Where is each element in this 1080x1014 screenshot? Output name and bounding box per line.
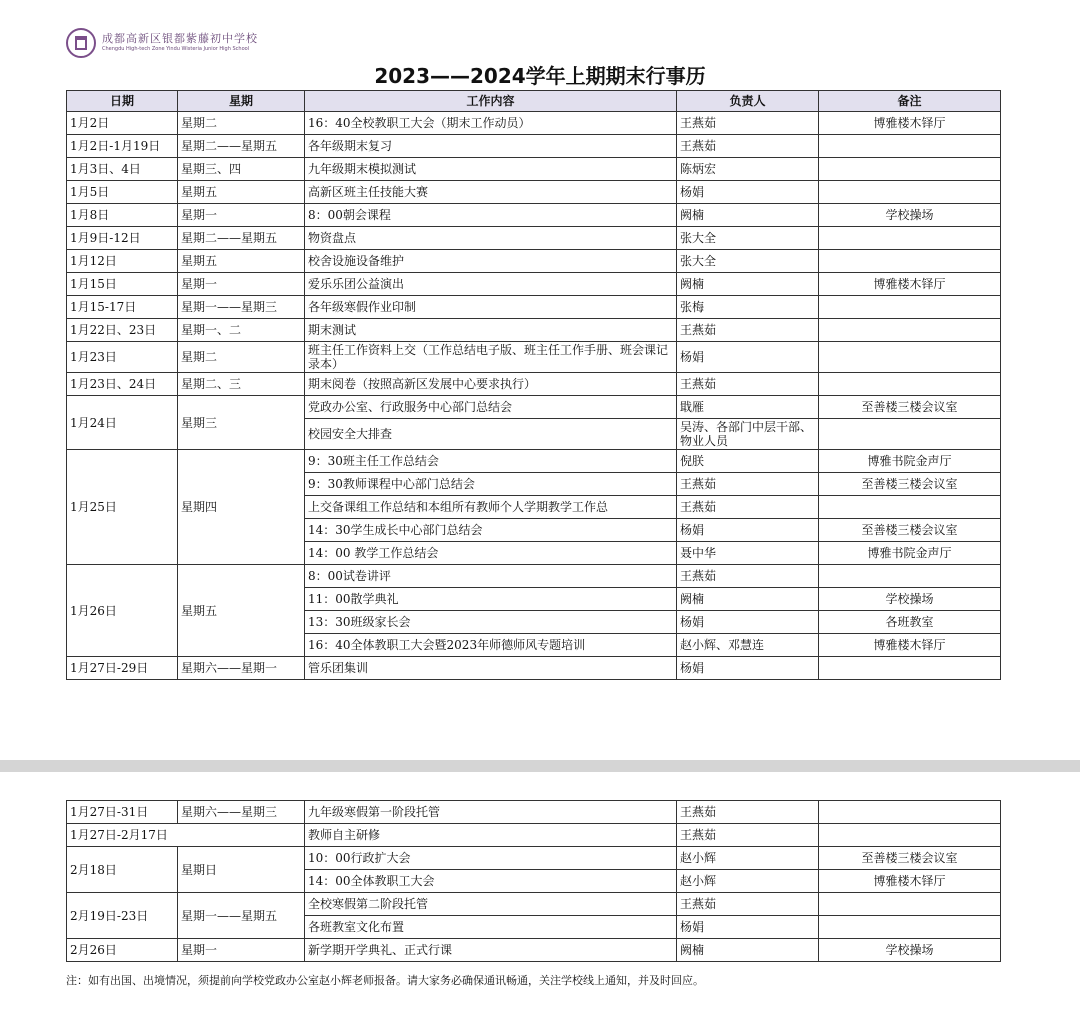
cell-owner: 杨娟: [677, 916, 819, 939]
cell-note: [819, 916, 1001, 939]
cell-owner: 王燕茹: [677, 893, 819, 916]
cell-owner: 赵小辉、邓慧连: [677, 634, 819, 657]
cell-note: [819, 496, 1001, 519]
cell-weekday: 星期六——星期三: [178, 801, 305, 824]
cell-date: 1月27日-31日: [67, 801, 178, 824]
cell-content: 全校寒假第二阶段托管: [305, 893, 677, 916]
table-row: [67, 181, 1001, 204]
cell-note: [819, 158, 1001, 181]
cell-owner: 阙楠: [677, 273, 819, 296]
cell-owner: 王燕茹: [677, 473, 819, 496]
cell-content: 校舍设施设备维护: [305, 250, 677, 273]
cell-note: 博雅楼木铎厅: [819, 634, 1001, 657]
table-row: [67, 373, 1001, 396]
cell-content: 校园安全大排查: [305, 419, 677, 450]
school-logo: [66, 28, 266, 60]
table-row: [67, 824, 1001, 847]
cell-date: 1月12日: [67, 250, 178, 273]
cell-date: 1月23日: [67, 342, 178, 373]
cell-content: 爱乐乐团公益演出: [305, 273, 677, 296]
cell-content: 9：30班主任工作总结会: [305, 450, 677, 473]
cell-content: 新学期开学典礼、正式行课: [305, 939, 677, 962]
cell-content: 教师自主研修: [305, 824, 677, 847]
cell-content: 各班教室文化布置: [305, 916, 677, 939]
cell-owner: 阙楠: [677, 588, 819, 611]
cell-note: 学校操场: [819, 204, 1001, 227]
cell-note: 至善楼三楼会议室: [819, 396, 1001, 419]
cell-note: 至善楼三楼会议室: [819, 847, 1001, 870]
table-row: [67, 204, 1001, 227]
cell-weekday: 星期日: [178, 847, 305, 893]
cell-date: 1月3日、4日: [67, 158, 178, 181]
cell-note: 博雅楼木铎厅: [819, 870, 1001, 893]
cell-weekday: 星期三、四: [178, 158, 305, 181]
table-row: [67, 847, 1001, 870]
cell-note: 博雅楼木铎厅: [819, 273, 1001, 296]
cell-note: [819, 227, 1001, 250]
cell-weekday: 星期二——星期五: [178, 227, 305, 250]
cell-owner: 赵小辉: [677, 870, 819, 893]
header-owner: 负责人: [677, 91, 819, 112]
cell-note: 至善楼三楼会议室: [819, 473, 1001, 496]
cell-content: 16：40全体教职工大会暨2023年师德师风专题培训: [305, 634, 677, 657]
cell-owner: 聂中华: [677, 542, 819, 565]
cell-date: 1月8日: [67, 204, 178, 227]
cell-owner: 杨娟: [677, 611, 819, 634]
cell-content: 九年级寒假第一阶段托管: [305, 801, 677, 824]
table-row: [67, 250, 1001, 273]
header-date: 日期: [67, 91, 178, 112]
cell-date: 1月27日-2月17日: [67, 824, 305, 847]
cell-content: 14：00 教学工作总结会: [305, 542, 677, 565]
cell-date: 1月2日: [67, 112, 178, 135]
cell-content: 期末测试: [305, 319, 677, 342]
cell-weekday: 星期二、三: [178, 373, 305, 396]
cell-owner: 王燕茹: [677, 373, 819, 396]
cell-date: 1月2日-1月19日: [67, 135, 178, 158]
cell-owner: 戢雁: [677, 396, 819, 419]
cell-owner: 阙楠: [677, 204, 819, 227]
cell-weekday: 星期一——星期三: [178, 296, 305, 319]
cell-weekday: 星期五: [178, 250, 305, 273]
cell-note: [819, 657, 1001, 680]
cell-owner: 阙楠: [677, 939, 819, 962]
cell-weekday: 星期一: [178, 273, 305, 296]
cell-date: 2月18日: [67, 847, 178, 893]
cell-owner: 王燕茹: [677, 801, 819, 824]
cell-content: 14：00全体教职工大会: [305, 870, 677, 893]
cell-date: 1月22日、23日: [67, 319, 178, 342]
table-row: [67, 227, 1001, 250]
cell-date: 1月15-17日: [67, 296, 178, 319]
cell-weekday: 星期一——星期五: [178, 893, 305, 939]
footnote: 注：如有出国、出境情况，须提前向学校党政办公室赵小辉老师报备。请大家务必确保通讯畅通，关注学校线上通知，并及时回应。: [66, 974, 704, 987]
cell-weekday: 星期六——星期一: [178, 657, 305, 680]
table-row: [67, 565, 1001, 588]
cell-date: 1月24日: [67, 396, 178, 450]
cell-owner: 吴涛、各部门中层干部、物业人员: [677, 419, 819, 450]
table-row: [67, 801, 1001, 824]
cell-note: [819, 373, 1001, 396]
cell-weekday: 星期五: [178, 181, 305, 204]
cell-content: 8：00试卷讲评: [305, 565, 677, 588]
cell-content: 班主任工作资料上交（工作总结电子版、班主任工作手册、班会课记录本）: [305, 342, 677, 373]
table-row: [67, 939, 1001, 962]
cell-note: 学校操场: [819, 939, 1001, 962]
table-row: [67, 342, 1001, 373]
cell-content: 10：00行政扩大会: [305, 847, 677, 870]
page-break-divider: [0, 760, 1080, 772]
cell-date: 1月15日: [67, 273, 178, 296]
table-row: [67, 657, 1001, 680]
cell-note: 至善楼三楼会议室: [819, 519, 1001, 542]
cell-content: 管乐团集训: [305, 657, 677, 680]
cell-weekday: 星期一: [178, 204, 305, 227]
cell-note: [819, 135, 1001, 158]
cell-owner: 张大全: [677, 250, 819, 273]
cell-content: 各年级期末复习: [305, 135, 677, 158]
cell-content: 期末阅卷（按照高新区发展中心要求执行）: [305, 373, 677, 396]
table-row: [67, 296, 1001, 319]
cell-content: 16：40全校教职工大会（期末工作动员）: [305, 112, 677, 135]
cell-owner: 杨娟: [677, 519, 819, 542]
cell-date: 1月26日: [67, 565, 178, 657]
cell-weekday: 星期二: [178, 342, 305, 373]
cell-note: 学校操场: [819, 588, 1001, 611]
cell-note: [819, 565, 1001, 588]
cell-note: [819, 181, 1001, 204]
table-row: [67, 893, 1001, 916]
calendar-table: [66, 90, 1001, 680]
header-content: 工作内容: [305, 91, 677, 112]
cell-note: [819, 893, 1001, 916]
cell-date: 2月26日: [67, 939, 178, 962]
table-header-row: [67, 91, 1001, 112]
cell-owner: 王燕茹: [677, 824, 819, 847]
cell-owner: 王燕茹: [677, 565, 819, 588]
cell-weekday: 星期一、二: [178, 319, 305, 342]
cell-content: 各年级寒假作业印制: [305, 296, 677, 319]
cell-owner: 杨娟: [677, 342, 819, 373]
table-row: [67, 158, 1001, 181]
table-row: [67, 396, 1001, 419]
school-seal-icon: [66, 28, 96, 58]
cell-note: [819, 342, 1001, 373]
cell-content: 党政办公室、行政服务中心部门总结会: [305, 396, 677, 419]
table-row: [67, 273, 1001, 296]
cell-date: 2月19日-23日: [67, 893, 178, 939]
cell-weekday: 星期一: [178, 939, 305, 962]
school-name-en: Chengdu High-tech Zone Yindu Wisteria Junior High School: [102, 46, 250, 52]
cell-note: [819, 296, 1001, 319]
table-row: [67, 450, 1001, 473]
cell-weekday: 星期四: [178, 450, 305, 565]
cell-content: 8：00朝会课程: [305, 204, 677, 227]
cell-note: [819, 801, 1001, 824]
cell-owner: 陈炳宏: [677, 158, 819, 181]
calendar-table-continued: [66, 800, 1001, 962]
cell-note: 博雅书院金声厅: [819, 542, 1001, 565]
table-row: [67, 319, 1001, 342]
cell-note: [819, 250, 1001, 273]
cell-date: 1月5日: [67, 181, 178, 204]
cell-owner: 张梅: [677, 296, 819, 319]
cell-note: [819, 319, 1001, 342]
cell-owner: 倪朕: [677, 450, 819, 473]
cell-weekday: 星期二: [178, 112, 305, 135]
cell-note: [819, 419, 1001, 450]
cell-content: 14：30学生成长中心部门总结会: [305, 519, 677, 542]
cell-content: 九年级期末模拟测试: [305, 158, 677, 181]
cell-owner: 杨娟: [677, 657, 819, 680]
table-row: [67, 135, 1001, 158]
cell-date: 1月9日-12日: [67, 227, 178, 250]
cell-note: 博雅书院金声厅: [819, 450, 1001, 473]
cell-owner: 杨娟: [677, 181, 819, 204]
cell-owner: 王燕茹: [677, 496, 819, 519]
header-weekday: 星期: [178, 91, 305, 112]
cell-owner: 王燕茹: [677, 319, 819, 342]
cell-note: [819, 824, 1001, 847]
cell-owner: 张大全: [677, 227, 819, 250]
cell-note: 博雅楼木铎厅: [819, 112, 1001, 135]
cell-content: 13：30班级家长会: [305, 611, 677, 634]
cell-content: 11：00散学典礼: [305, 588, 677, 611]
cell-content: 9：30教师课程中心部门总结会: [305, 473, 677, 496]
cell-note: 各班教室: [819, 611, 1001, 634]
cell-owner: 王燕茹: [677, 112, 819, 135]
page-title: 2023——2024学年上期期末行事历: [374, 64, 706, 88]
cell-content: 上交备课组工作总结和本组所有教师个人学期教学工作总: [305, 496, 677, 519]
header-note: 备注: [819, 91, 1001, 112]
cell-date: 1月27日-29日: [67, 657, 178, 680]
cell-owner: 赵小辉: [677, 847, 819, 870]
cell-content: 高新区班主任技能大赛: [305, 181, 677, 204]
cell-date: 1月23日、24日: [67, 373, 178, 396]
cell-weekday: 星期三: [178, 396, 305, 450]
school-name-cn: 成都高新区银都紫藤初中学校: [102, 32, 258, 45]
cell-content: 物资盘点: [305, 227, 677, 250]
cell-weekday: 星期五: [178, 565, 305, 657]
cell-owner: 王燕茹: [677, 135, 819, 158]
cell-date: 1月25日: [67, 450, 178, 565]
cell-weekday: 星期二——星期五: [178, 135, 305, 158]
table-row: [67, 112, 1001, 135]
